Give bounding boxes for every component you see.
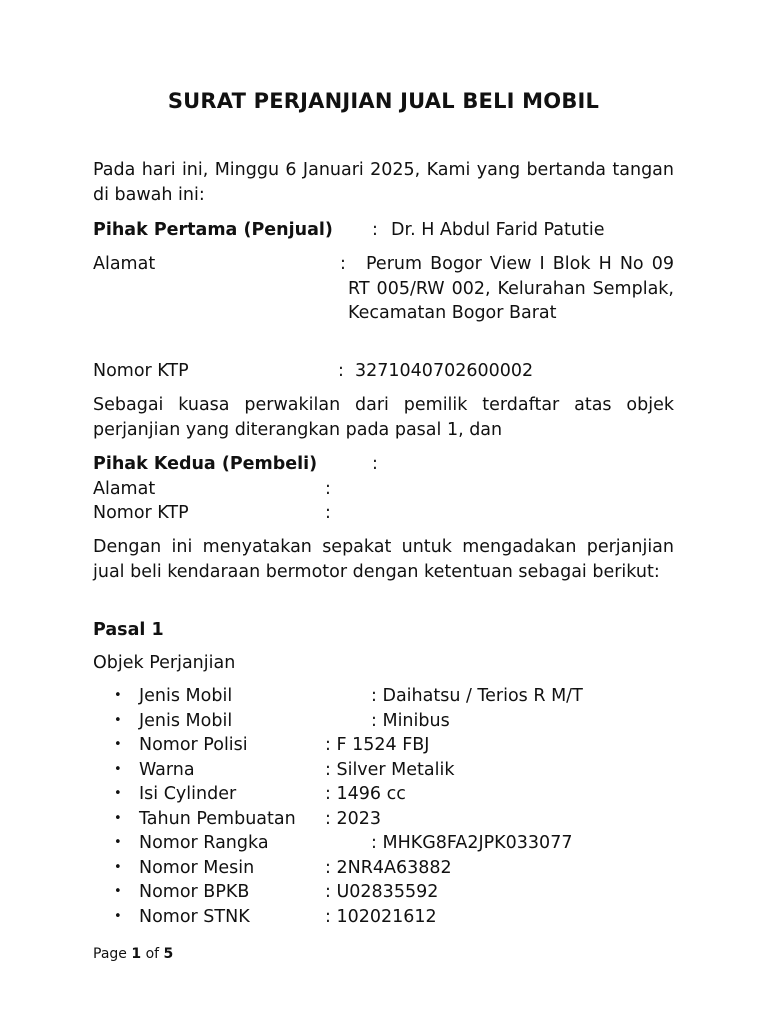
first-party-name: Dr. H Abdul Farid Patutie bbox=[391, 220, 605, 240]
document-title: SURAT PERJANJIAN JUAL BELI MOBIL bbox=[167, 89, 600, 113]
first-party-address-value: Perum Bogor View I Blok H No 09 RT 005/RW 002, Kelurahan Semplak, Kecamatan Bogor Barat bbox=[348, 254, 674, 323]
spec-item bbox=[93, 856, 674, 881]
spec-item bbox=[93, 733, 674, 758]
first-party-address-label: Alamat bbox=[93, 254, 156, 274]
spec-value-text: Minibus bbox=[382, 710, 450, 731]
bullet-icon: • bbox=[114, 786, 122, 801]
bullet-icon: • bbox=[114, 737, 122, 752]
spec-item bbox=[93, 905, 674, 930]
page-footer bbox=[93, 944, 173, 964]
spec-value: : 102021612 bbox=[325, 906, 437, 927]
footer-total-pages: 5 bbox=[163, 946, 174, 962]
spec-value-text: 2NR4A63882 bbox=[336, 857, 452, 878]
spec-label: Nomor Mesin bbox=[139, 857, 255, 878]
bullet-icon: • bbox=[114, 761, 122, 777]
first-party-ktp-value: 3271040702600002 bbox=[355, 361, 534, 381]
bullet-icon: • bbox=[114, 712, 122, 728]
spec-value: : 1496 cc bbox=[325, 784, 406, 804]
first-party-ktp-colon: : bbox=[338, 361, 344, 381]
spec-value-text: 2023 bbox=[336, 808, 382, 829]
pasal-1-heading: Pasal 1 bbox=[93, 620, 164, 640]
footer-current-page: 1 bbox=[131, 946, 142, 962]
spec-label: Warna bbox=[139, 759, 195, 780]
spec-item bbox=[93, 709, 674, 734]
spec-value: : 2NR4A63882 bbox=[325, 857, 452, 878]
footer-page-word: Page bbox=[93, 946, 127, 962]
first-party-colon: : bbox=[372, 220, 378, 240]
spec-value-text: F 1524 FBJ bbox=[336, 735, 430, 755]
first-party-ktp-label: Nomor KTP bbox=[93, 361, 189, 381]
spec-item bbox=[93, 684, 674, 709]
spec-item bbox=[93, 831, 674, 856]
spec-item bbox=[93, 880, 674, 905]
spec-value: : Silver Metalik bbox=[325, 759, 455, 780]
object-spec-list bbox=[93, 684, 674, 929]
spec-value-text: Silver Metalik bbox=[336, 759, 455, 780]
intro-paragraph: Pada hari ini, Minggu 6 Januari 2025, Kami yang bertanda tangan di bawah ini: bbox=[93, 160, 674, 205]
footer-of-word: of bbox=[145, 946, 160, 962]
bullet-icon: • bbox=[114, 859, 122, 875]
spec-item bbox=[93, 807, 674, 832]
spec-value: : F 1524 FBJ bbox=[325, 735, 430, 755]
bullet-icon: • bbox=[114, 688, 122, 703]
spec-value-text: 1496 cc bbox=[336, 784, 406, 804]
spec-item bbox=[93, 782, 674, 807]
second-party-heading: Pihak Kedua (Pembeli) bbox=[93, 454, 318, 474]
spec-value-text: U02835592 bbox=[336, 882, 439, 902]
second-party-address-colon: : bbox=[325, 479, 331, 499]
second-party-colon: : bbox=[372, 454, 378, 474]
second-party-ktp-colon: : bbox=[325, 503, 331, 523]
spec-item bbox=[93, 758, 674, 783]
spec-value: : Daihatsu / Terios R M/T bbox=[371, 686, 583, 706]
spec-value-text: MHKG8FA2JPK033077 bbox=[382, 833, 573, 853]
spec-value-text: Daihatsu / Terios R M/T bbox=[382, 686, 583, 706]
bullet-icon: • bbox=[114, 810, 122, 826]
second-party-ktp-label: Nomor KTP bbox=[93, 503, 189, 523]
spec-label: Jenis Mobil bbox=[139, 686, 233, 706]
spec-label: Nomor Rangka bbox=[139, 833, 269, 853]
spec-value: : U02835592 bbox=[325, 882, 439, 902]
second-party-address-label: Alamat bbox=[93, 479, 156, 499]
representation-paragraph: Sebagai kuasa perwakilan dari pemilik terdaftar atas objek perjanjian yang diterangkan pada pasal 1, dan bbox=[93, 395, 674, 440]
spec-label: Tahun Pembuatan bbox=[139, 808, 296, 829]
bullet-icon: • bbox=[114, 884, 122, 899]
spec-value: : Minibus bbox=[371, 710, 450, 731]
spec-value-text: 102021612 bbox=[336, 906, 437, 927]
spec-value: : MHKG8FA2JPK033077 bbox=[371, 833, 573, 853]
pasal-1-subheading: Objek Perjanjian bbox=[93, 653, 236, 673]
agreement-paragraph: Dengan ini menyatakan sepakat untuk mengadakan perjanjian jual beli kendaraan bermotor dengan ketentuan sebagai berikut: bbox=[93, 537, 674, 582]
document-page bbox=[93, 0, 674, 1024]
spec-label: Nomor STNK bbox=[139, 906, 250, 927]
spec-label: Nomor BPKB bbox=[139, 882, 250, 902]
first-party-heading: Pihak Pertama (Penjual) bbox=[93, 220, 333, 240]
spec-label: Jenis Mobil bbox=[139, 710, 233, 731]
first-party-address-colon: : bbox=[340, 254, 346, 274]
bullet-icon: • bbox=[114, 908, 122, 924]
spec-label: Isi Cylinder bbox=[139, 784, 237, 804]
spec-value: : 2023 bbox=[325, 808, 382, 829]
spec-label: Nomor Polisi bbox=[139, 735, 248, 755]
bullet-icon: • bbox=[114, 835, 122, 850]
